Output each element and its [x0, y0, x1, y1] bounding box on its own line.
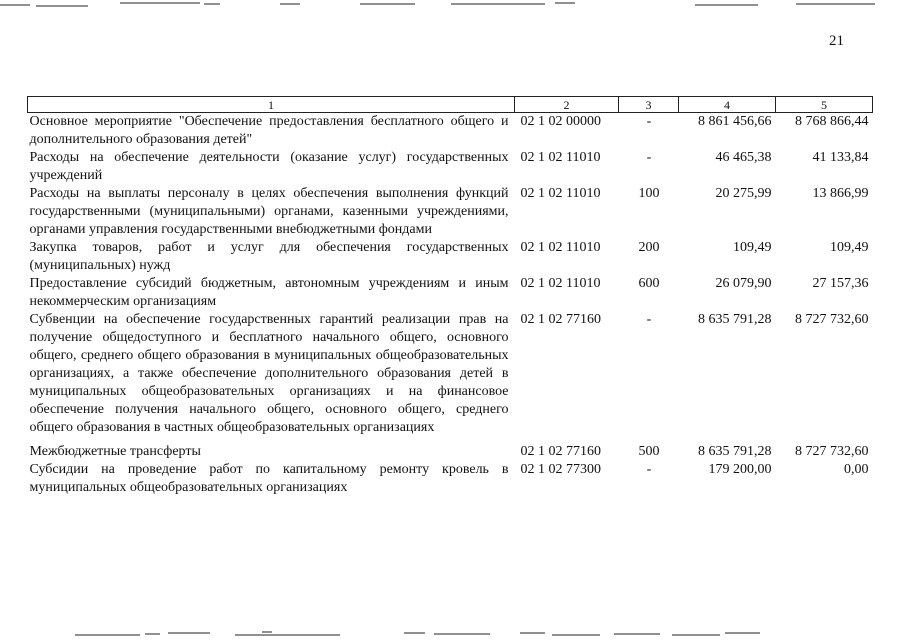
budget-table — [27, 96, 873, 497]
table-row — [28, 275, 873, 311]
column-header-4: 4 — [679, 97, 776, 113]
row-amount-col4: 46 465,38 — [715, 150, 772, 165]
row-code: 02 1 02 77160 — [520, 444, 601, 459]
row-amount-col4: 179 200,00 — [708, 462, 772, 477]
table-row — [28, 149, 873, 185]
row-expense-type: - — [646, 114, 652, 129]
row-expense-type: - — [646, 150, 652, 165]
row-name: Субсидии на проведение работ по капитальному ремонту кровель в муниципальных общеобразовательных организациях — [29, 462, 509, 495]
row-name: Предоставление субсидий бюджетным, автономным учреждениям и иным некоммерческим организациям — [29, 276, 509, 309]
column-header-1: 1 — [28, 97, 515, 113]
row-expense-type: 600 — [638, 276, 660, 291]
row-code: 02 1 02 00000 — [520, 114, 601, 129]
row-expense-type: 500 — [638, 444, 660, 459]
table-row — [28, 113, 873, 150]
column-number-row — [28, 97, 873, 113]
row-expense-type: 100 — [638, 186, 660, 201]
page-number: 21 — [829, 33, 844, 49]
row-amount-col5: 27 157,36 — [812, 276, 869, 291]
row-amount-col4: 26 079,90 — [715, 276, 772, 291]
row-name: Расходы на обеспечение деятельности (оказание услуг) государственных учреждений — [29, 150, 509, 183]
row-amount-col5: 41 133,84 — [812, 150, 869, 165]
row-amount-col5: 8 727 732,60 — [795, 444, 869, 459]
table-row — [28, 185, 873, 239]
row-amount-col4: 8 635 791,28 — [698, 312, 772, 327]
row-name: Субвенции на обеспечение государственных гарантий реализации прав на получение общедоступного и бесплатного начального общего, основного общего, среднего общего образования в муниципальных общеобразовательных организациях, а также обеспечение дополнительного образования детей в муниципальных общеобразовательных организациях и на финансовое обеспечение получения начального общего, основного общего, среднего общего образования в частных общеобразовательных организациях — [29, 312, 509, 435]
row-amount-col4: 8 861 456,66 — [698, 114, 772, 129]
table-row — [28, 437, 873, 461]
row-expense-type: 200 — [638, 240, 660, 255]
column-header-2: 2 — [515, 97, 619, 113]
row-name: Расходы на выплаты персоналу в целях обеспечения выполнения функций государственными (муниципальными) органами, казенными учреждениями, органами управления государственными внебюджетными фондами — [29, 186, 509, 237]
row-amount-col4: 109,49 — [733, 240, 772, 255]
row-amount-col4: 8 635 791,28 — [698, 444, 772, 459]
row-amount-col4: 20 275,99 — [715, 186, 772, 201]
row-code: 02 1 02 11010 — [520, 150, 601, 165]
row-code: 02 1 02 11010 — [520, 276, 601, 291]
row-amount-col5: 109,49 — [830, 240, 869, 255]
row-code: 02 1 02 77300 — [520, 462, 601, 477]
row-expense-type: - — [646, 462, 652, 477]
column-header-3: 3 — [619, 97, 679, 113]
row-amount-col5: 8 768 866,44 — [795, 114, 869, 129]
row-expense-type: - — [646, 312, 652, 327]
row-amount-col5: 0,00 — [844, 462, 869, 477]
row-code: 02 1 02 77160 — [520, 312, 601, 327]
scan-edge-bottom — [0, 628, 901, 638]
row-name: Основное мероприятие "Обеспечение предоставления бесплатного общего и дополнительного образования детей" — [29, 114, 509, 147]
column-header-5: 5 — [776, 97, 873, 113]
row-code: 02 1 02 11010 — [520, 240, 601, 255]
table-row — [28, 311, 873, 437]
table-row — [28, 239, 873, 275]
table-row — [28, 461, 873, 497]
row-name: Закупка товаров, работ и услуг для обеспечения государственных (муниципальных) нужд — [29, 240, 509, 273]
row-code: 02 1 02 11010 — [520, 186, 601, 201]
row-amount-col5: 8 727 732,60 — [795, 312, 869, 327]
scan-edge-top — [0, 0, 901, 10]
row-name: Межбюджетные трансферты — [29, 444, 201, 459]
row-amount-col5: 13 866,99 — [812, 186, 869, 201]
